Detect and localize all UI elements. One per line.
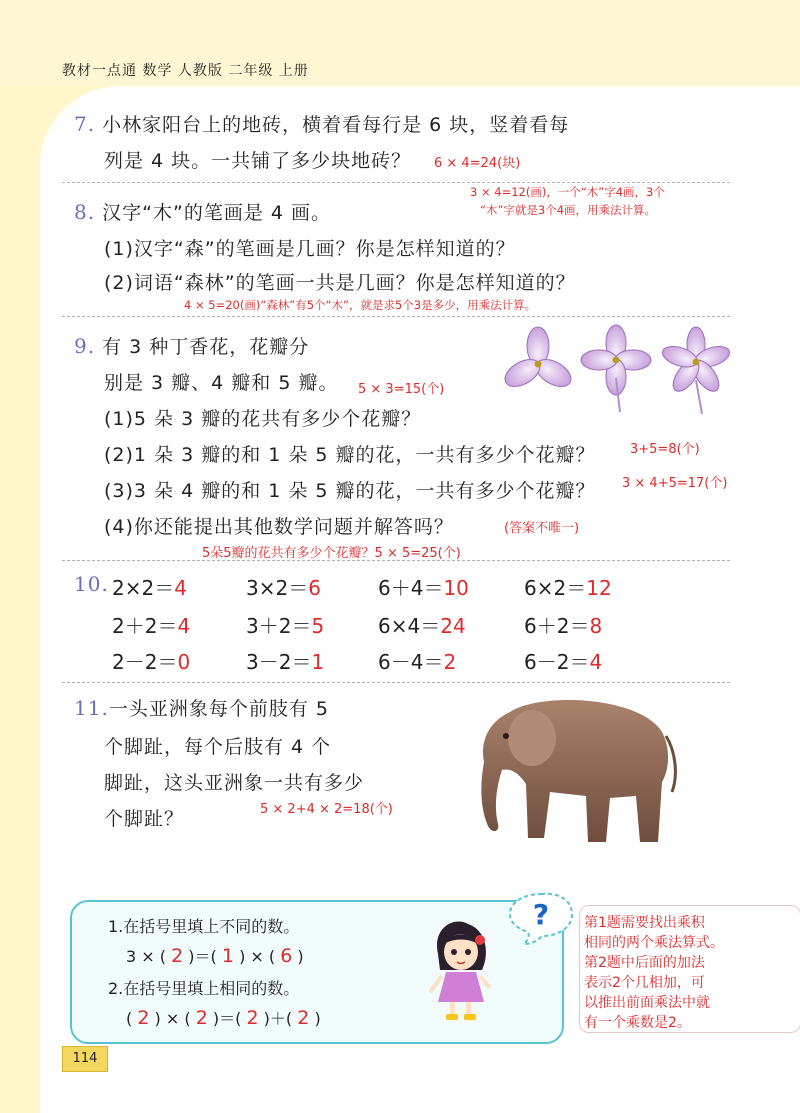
tip-text: ) × ( [154,1009,191,1028]
eq-r3-c2 [246,646,324,675]
q9-part-4: (4)你还能提出其他数学问题并解答吗？ [104,516,454,538]
tip-2-title: 2.在括号里填上相同的数。 [108,979,300,998]
eq-expression: 3＋2＝ [246,614,312,638]
tip-text: ) [314,1009,321,1028]
q7-answer: 6 × 4=24(块) [434,156,521,171]
q11-text-3: 脚趾，这头亚洲象一共有多少 [104,772,365,794]
right-note-line: 相同的两个乘法算式。 [584,935,724,951]
divider [62,316,730,317]
three-petal-flower [500,327,575,392]
eq-expression: 2－2＝ [112,650,178,674]
eq-expression: 3×2＝ [246,576,309,600]
tip-answer: 2 [195,1007,208,1029]
tip-answer: 1 [221,945,234,967]
q11-answer: 5 × 2+4 × 2=18(个) [260,802,393,817]
q9-part-2: (2)1 朵 3 瓣的和 1 朵 5 瓣的花，一共有多少个花瓣？ [104,444,596,466]
right-note-line: 有一个乘数是2。 [584,1015,691,1031]
right-note-line: 第1题需要找出乘积 [584,915,705,931]
eq-answer: 1 [311,650,325,674]
q9-answer-5: 5朵5瓣的花共有多少个花瓣？5 × 5=25(个) [202,546,461,561]
right-note-line: 第2题中后面的加法 [584,955,705,971]
eq-expression: 2＋2＝ [112,614,178,638]
right-note-line: 表示2个几相加，可 [584,975,705,991]
eq-answer: 10 [443,576,469,600]
tip-answer: 2 [171,945,184,967]
tip-2-equation [126,1006,321,1029]
eq-expression: 6×2＝ [524,576,587,600]
q7-number: 7. [74,112,96,136]
tip-text: ( [126,1009,133,1028]
tip-1-title: 1.在括号里填上不同的数。 [108,917,300,936]
eq-r1-c3 [378,572,469,601]
q9-answer-1: 5 × 3=15(个) [358,382,445,397]
eq-expression: 6＋2＝ [524,614,590,638]
q9-part-1: (1)5 朵 3 瓣的花共有多少个花瓣？ [104,408,422,430]
tip-1-equation [126,944,304,967]
tip-text: )＝( [212,1009,242,1028]
girl-illustration [424,918,498,1022]
right-note-line: 以推出前面乘法中就 [584,995,710,1011]
eq-r3-c4 [524,646,602,675]
question-mark: ? [532,898,550,931]
eq-r1-c1 [112,572,187,601]
eq-r2-c2 [246,610,324,639]
elephant-illustration [440,692,680,852]
q8-part-2: (2)词语“森林”的笔画一共是几画？你是怎样知道的？ [104,272,576,294]
tip-text: ) × ( [239,947,276,966]
lilac-flowers-illustration [498,318,734,416]
eq-r1-c2 [246,572,321,601]
q7-line-1 [74,110,569,137]
tip-answer: 2 [297,1007,310,1029]
tip-answer: 2 [246,1007,259,1029]
q7-text-2: 列是 4 块。一共铺了多少块地砖？ [104,150,412,172]
q9-answer-3: 3 × 4+5=17(个) [622,476,728,491]
q8-answer-2: 4 × 5=20(画)“森林”有5个“木”，就是求5个3是多少，用乘法计算。 [184,298,537,312]
q8-stem: 汉字“木”的笔画是 4 画。 [102,202,331,224]
eq-expression: 6＋4＝ [378,576,444,600]
eq-expression: 6－4＝ [378,650,444,674]
tip-text: ) [297,947,304,966]
five-petal-flower [660,327,732,414]
eq-answer: 5 [311,614,325,638]
eq-expression: 6－2＝ [524,650,590,674]
eq-r2-c4 [524,610,602,639]
q11-line-1 [74,694,329,721]
tip-answer: 6 [280,945,293,967]
q11-text-1: 一头亚洲象每个前肢有 5 [108,698,329,720]
eq-answer: 24 [440,614,466,638]
eq-answer: 4 [589,650,603,674]
eq-answer: 6 [308,576,321,600]
q8-part-1: (1)汉字“森”的笔画是几画？你是怎样知道的？ [104,238,516,260]
eq-expression: 2×2＝ [112,576,175,600]
q9-part-3: (3)3 朵 4 瓣的和 1 朵 5 瓣的花，一共有多少个花瓣？ [104,480,596,502]
tip-text: 3 × ( [126,947,166,966]
question-bubble-icon [506,890,576,946]
eq-answer: 4 [174,576,187,600]
eq-r1-c4 [524,572,612,601]
q7-text-1: 小林家阳台上的地砖，横着看每行是 6 块，竖着看每 [102,114,570,136]
eq-answer: 12 [586,576,612,600]
eq-expression: 3－2＝ [246,650,312,674]
book-header: 教材一点通 数学 人教版 二年级 上册 [62,63,309,79]
q9-answer-4: (答案不唯一) [504,521,580,536]
q11-number: 11. [74,696,109,720]
eq-r3-c3 [378,646,456,675]
q8-number: 8. [74,200,96,224]
q10-number [74,572,109,596]
eq-expression: 6×4＝ [378,614,441,638]
tip-text: )＋( [263,1009,293,1028]
q8-line-1 [74,198,331,225]
eq-r2-c3 [378,610,466,639]
eq-answer: 4 [177,614,191,638]
q10-number-text: 10. [74,572,109,596]
eq-answer: 2 [443,650,457,674]
eq-answer: 0 [177,650,191,674]
q9-number: 9. [74,334,96,358]
q11-text-4: 个脚趾？ [104,808,185,830]
divider [62,682,730,683]
divider [62,560,730,561]
tip-answer: 2 [137,1007,150,1029]
divider [62,182,730,183]
q9-text-1: 有 3 种丁香花，花瓣分 [102,336,310,358]
page-number: 114 [62,1046,108,1072]
q9-answer-2: 3+5=8(个) [630,442,700,457]
q11-text-2: 个脚趾，每个后肢有 4 个 [104,736,332,758]
tip-text: )＝( [188,947,217,966]
q8-note-2: “木”字就是3个4画，用乘法计算。 [480,203,657,217]
q8-note-1: 3 × 4=12(画)，一个“木”字4画，3个 [470,185,665,199]
eq-answer: 8 [589,614,603,638]
q9-text-2: 别是 3 瓣、4 瓣和 5 瓣。 [104,372,339,394]
q9-line-1 [74,332,309,359]
four-petal-flower [581,325,651,412]
eq-r2-c1 [112,610,190,639]
eq-r3-c1 [112,646,190,675]
